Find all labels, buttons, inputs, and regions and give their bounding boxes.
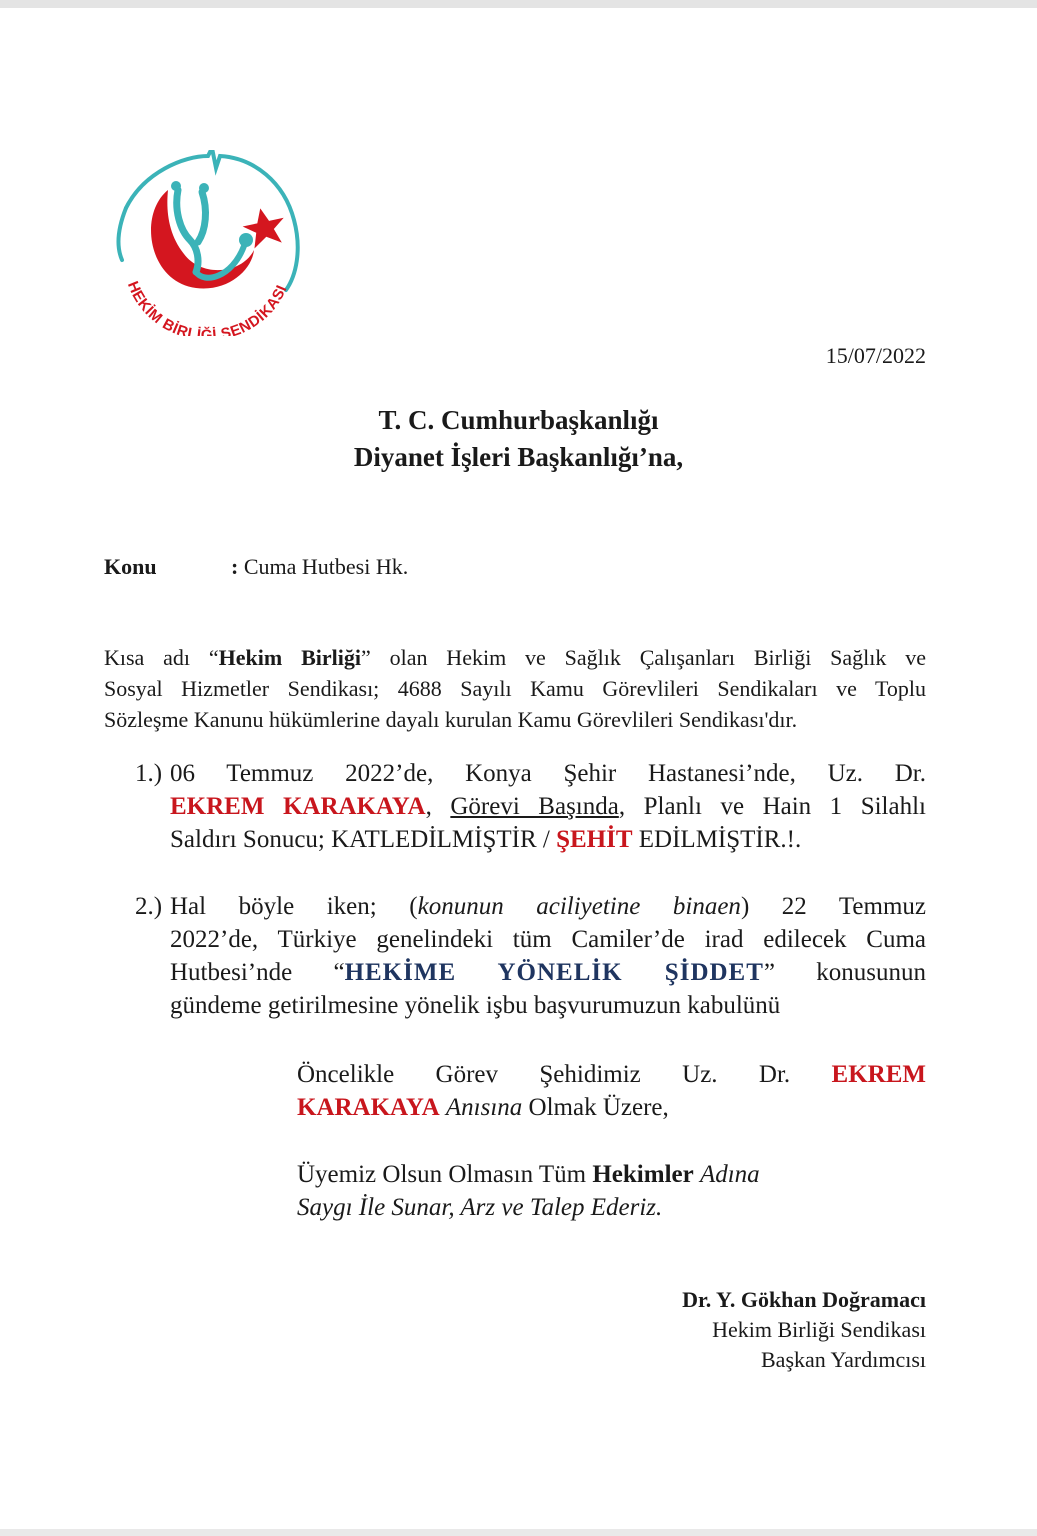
list-item-number: 1.): [135, 760, 163, 787]
victim-name: EKREM KARAKAYA: [170, 793, 426, 820]
top-edge: [0, 0, 1037, 8]
item1-line-3: [170, 823, 926, 856]
item-text: Saldırı Sonucu; KATLEDİLMİŞTİR /: [170, 826, 557, 853]
violence-topic: HEKİME YÖNELİK ŞİDDET: [344, 959, 764, 986]
victim-surname: KARAKAYA: [297, 1094, 440, 1121]
closing2-line-1: [297, 1158, 926, 1191]
signatory-organization: Hekim Birliği Sendikası: [712, 1317, 926, 1342]
underlined-phrase: Görevi Başında: [450, 793, 619, 820]
bold-word: Hekimler: [592, 1161, 694, 1188]
signatory-title: Başkan Yardımcısı: [761, 1347, 926, 1372]
subject-colon: :: [231, 554, 239, 579]
list-item-body: [170, 757, 926, 856]
item1-line-2: [170, 790, 926, 823]
list-item-number: 2.): [135, 893, 163, 920]
subject-value: Cuma Hutbesi Hk.: [243, 554, 409, 579]
list-item-body: [170, 890, 926, 1022]
closing-text: Üyemiz Olsun Olmasın Tüm: [297, 1161, 593, 1188]
intro-line-1: [104, 642, 926, 673]
item1-line-1: 06 Temmuz 2022’de, Konya Şehir Hastanesi’nde, Uz. Dr.: [170, 760, 926, 787]
item2-line-1: [170, 890, 926, 923]
subject-label: Konu: [104, 554, 157, 579]
closing1-line-2: [297, 1091, 926, 1124]
intro-text: Kısa adı “: [104, 645, 219, 670]
recipient-block: [0, 402, 1037, 476]
closing1-line-1: [297, 1058, 926, 1091]
item-text: Hutbesi’nde “: [170, 959, 345, 986]
italic-word: Anısına: [445, 1094, 523, 1121]
closing-text: Olmak Üzere,: [522, 1094, 669, 1121]
bottom-edge: [0, 1529, 1037, 1536]
victim-first-name: EKREM: [831, 1061, 926, 1088]
item-text: Hal böyle iken; (: [170, 893, 418, 920]
svg-text:HEKİM BİRLİĞİ SENDİKASI: HEKİM BİRLİĞİ SENDİKASI: [123, 278, 291, 336]
recipient-line-2: Diyanet İşleri Başkanlığı’na,: [353, 442, 684, 472]
item-text: , Planlı ve Hain 1 Silahlı: [618, 793, 926, 820]
closing-paragraph-2: [297, 1158, 926, 1224]
list-item-2: [135, 890, 926, 1022]
italic-phrase: konunun aciliyetine binaen: [417, 893, 741, 920]
item-text: EDİLMİŞTİR.!.: [632, 826, 802, 853]
subject-line: [104, 554, 408, 580]
intro-text: ” olan Hekim ve Sağlık Çalışanları Birliği Sağlık ve: [360, 645, 926, 670]
closing2-line-2: Saygı İle Sunar, Arz ve Talep Ederiz.: [297, 1194, 663, 1221]
signatory-name: Dr. Y. Gökhan Doğramacı: [682, 1287, 926, 1312]
union-logo: [104, 150, 304, 336]
italic-word: Adına: [699, 1161, 760, 1188]
document-date: 15/07/2022: [825, 343, 926, 368]
item2-line-4: gündeme getirilmesine yönelik işbu başvurumuzun kabulünü: [170, 992, 781, 1019]
intro-line-3: Sözleşme Kanunu hükümlerine dayalı kurulan Kamu Görevlileri Sendikası'dır.: [104, 707, 798, 732]
closing-text: Öncelikle Görev Şehidimiz Uz. Dr.: [297, 1061, 832, 1088]
intro-paragraph: [104, 642, 926, 735]
list-item-1: [135, 757, 926, 856]
intro-line-2: Sosyal Hizmetler Sendikası; 4688 Sayılı Kamu Görevlileri Sendikaları ve Toplu: [104, 676, 926, 701]
item2-line-2: 2022’de, Türkiye genelindeki tüm Camiler’de irad edilecek Cuma: [170, 926, 926, 953]
item-text: ” konusunun: [763, 959, 926, 986]
martyr-word: ŞEHİT: [556, 826, 633, 853]
signature-block: [682, 1285, 926, 1375]
union-short-name: Hekim Birliği: [218, 645, 361, 670]
recipient-line-1: T. C. Cumhurbaşkanlığı: [378, 405, 659, 435]
item2-line-3: [170, 956, 926, 989]
closing-paragraph-1: [297, 1058, 926, 1124]
union-logo-graphic: [104, 150, 304, 336]
item-text: ) 22 Temmuz: [740, 893, 927, 920]
item-text: ,: [425, 793, 451, 820]
